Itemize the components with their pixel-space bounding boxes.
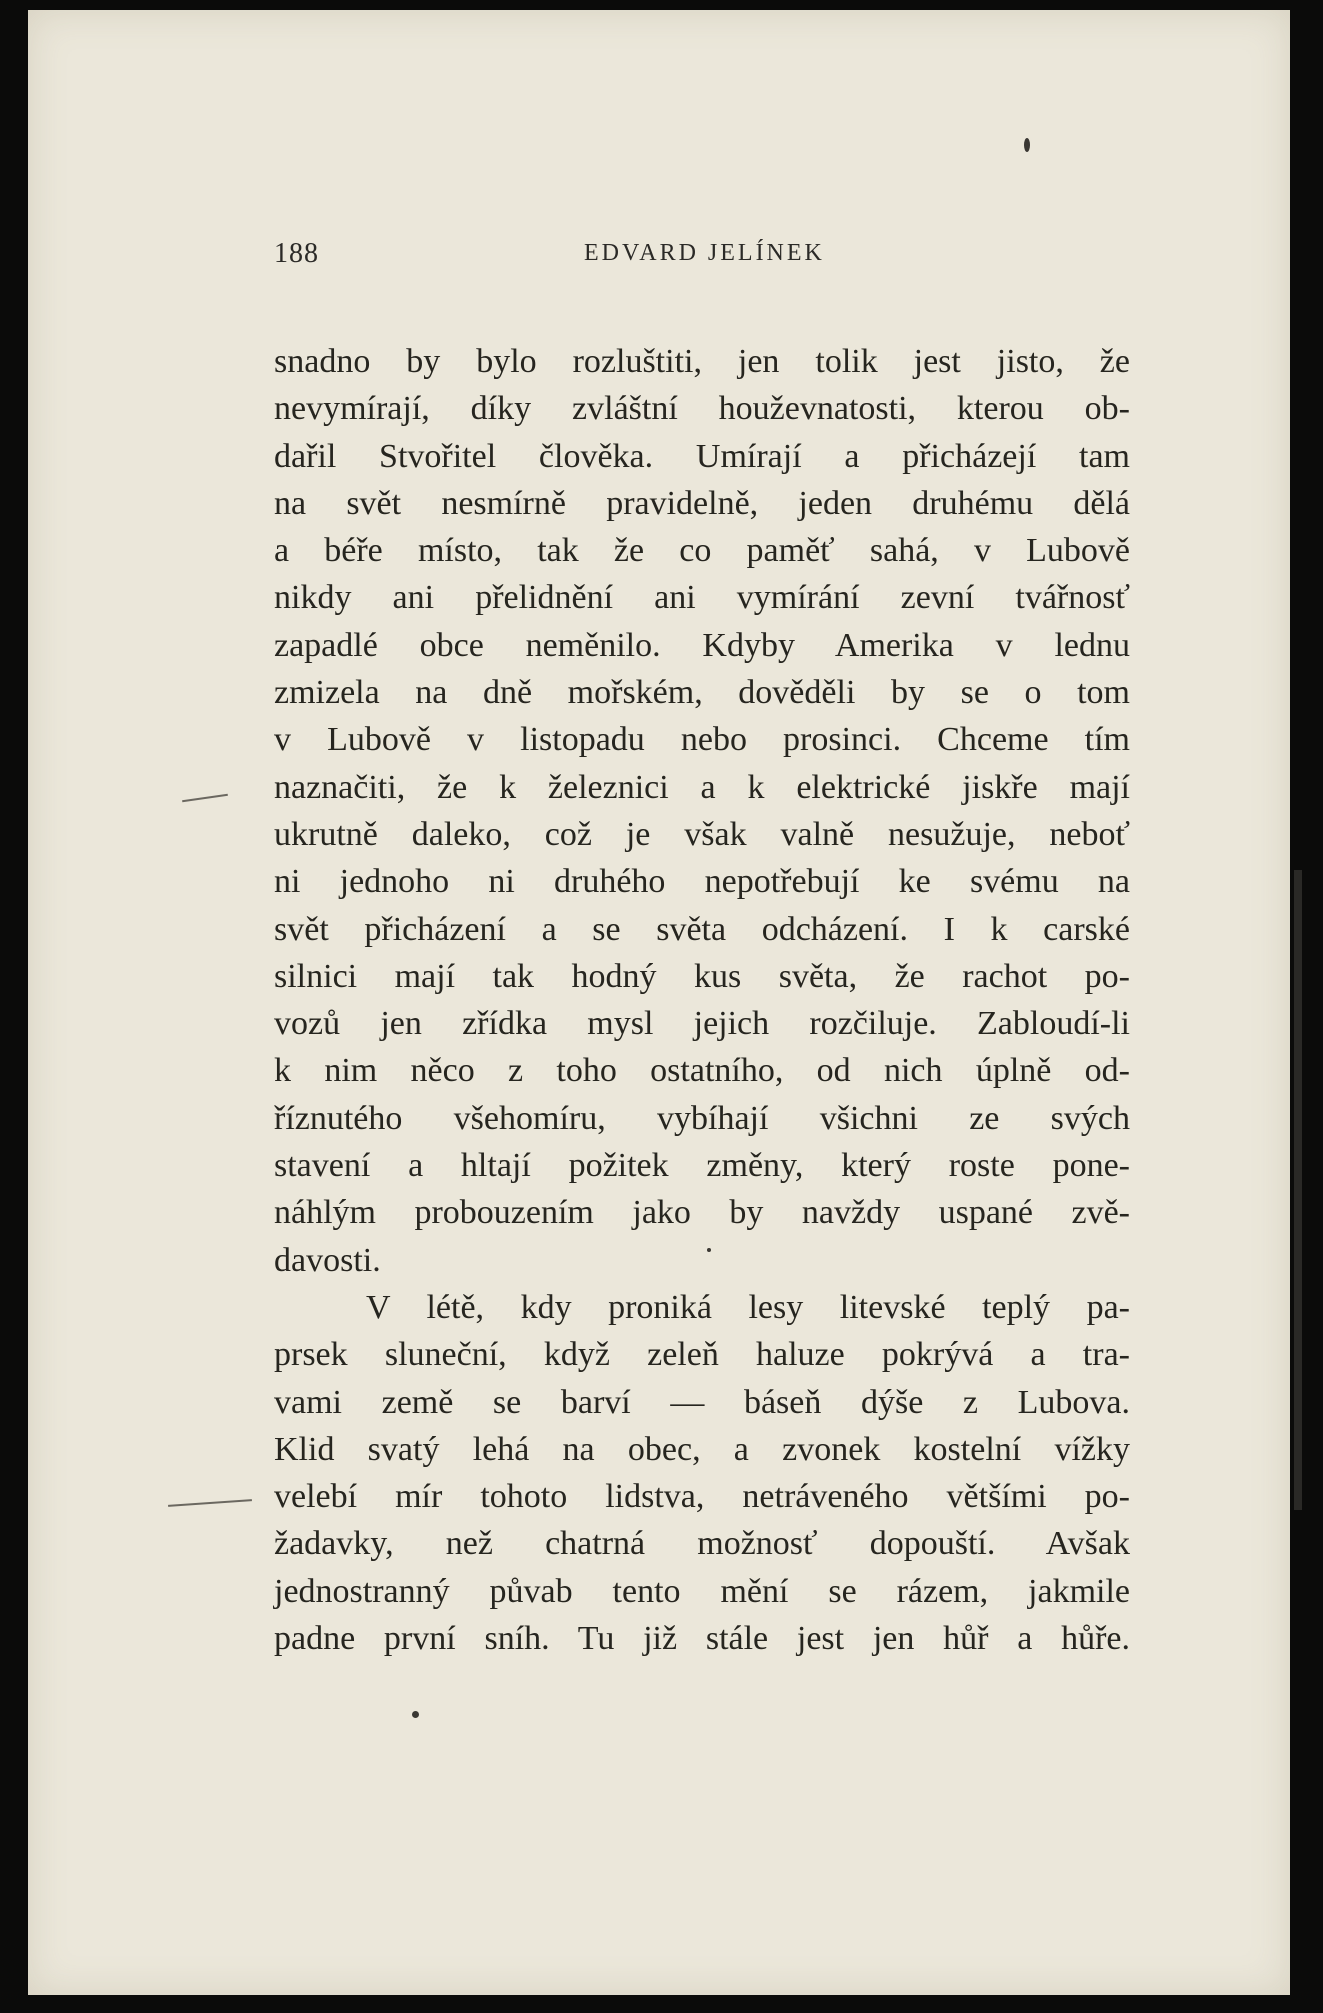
- text-line: vami země se barví — báseň dýše z Lubova.: [274, 1383, 1130, 1421]
- page-number: 188: [274, 238, 319, 269]
- body-text: [274, 338, 1130, 1662]
- text-line: dařil Stvořitel člověka. Umírají a přicházejí tam: [274, 437, 1130, 475]
- text-line: prsek sluneční, když zeleň haluze pokrývá a tra-: [274, 1336, 1130, 1374]
- running-head: EDVARD JELÍNEK: [584, 240, 825, 266]
- text-line: zapadlé obce neměnilo. Kdyby Amerika v lednu: [274, 626, 1130, 664]
- ink-speck: [1024, 138, 1030, 152]
- text-line: zmizela na dně mořském, dověděli by se o tom: [274, 674, 1130, 712]
- text-line: ni jednoho ni druhého nepotřebují ke svému na: [274, 863, 1130, 901]
- text-line: v Lubově v listopadu nebo prosinci. Chceme tím: [274, 721, 1130, 759]
- ink-speck: [412, 1711, 419, 1718]
- text-line: a béře místo, tak že co paměť sahá, v Lubově: [274, 532, 1130, 570]
- text-line: nevymírají, díky zvláštní houževnatosti, kterou ob-: [274, 390, 1130, 428]
- paragraph: [274, 338, 1130, 1284]
- text-line: žadavky, než chatrná možnosť dopouští. Avšak: [274, 1525, 1130, 1563]
- page-header: [274, 238, 1130, 278]
- text-line: říznutého všehomíru, vybíhají všichni ze svých: [274, 1099, 1130, 1137]
- text-line: padne první sníh. Tu již stále jest jen hůř a hůře.: [274, 1620, 1130, 1658]
- text-line: snadno by bylo rozluštiti, jen tolik jest jisto, že: [274, 343, 1130, 380]
- text-line: naznačiti, že k železnici a k elektrické jiskře mají: [274, 768, 1130, 806]
- text-line: stavení a hltají požitek změny, který roste pone-: [274, 1147, 1130, 1185]
- text-line: velebí mír tohoto lidstva, netráveného většími po-: [274, 1478, 1130, 1516]
- text-line: V létě, kdy proniká lesy litevské teplý pa-: [366, 1288, 1130, 1326]
- text-line: na svět nesmírně pravidelně, jeden druhému dělá: [274, 484, 1130, 522]
- text-line: davosti.: [274, 1241, 381, 1279]
- text-line: silnici mají tak hodný kus světa, že rachot po-: [274, 957, 1130, 995]
- text-line: nikdy ani přelidnění ani vymírání zevní tvářnosť: [274, 579, 1130, 617]
- page-edge-shadow: [1294, 870, 1302, 1510]
- text-line: vozů jen zřídka mysl jejich rozčiluje. Zabloudí-li: [274, 1005, 1130, 1043]
- text-line: k nim něco z toho ostatního, od nich úplně od-: [274, 1052, 1130, 1090]
- text-line: Klid svatý lehá na obec, a zvonek kostelní vížky: [274, 1430, 1130, 1468]
- text-line: svět přicházení a se světa odcházení. I k carské: [274, 910, 1130, 948]
- text-line: ukrutně daleko, což je však valně nesužuje, neboť: [274, 815, 1130, 853]
- text-line: jednostranný půvab tento mění se rázem, jakmile: [274, 1572, 1130, 1610]
- text-line: náhlým probouzením jako by navždy uspané zvě-: [274, 1194, 1130, 1232]
- paragraph: [274, 1284, 1130, 1662]
